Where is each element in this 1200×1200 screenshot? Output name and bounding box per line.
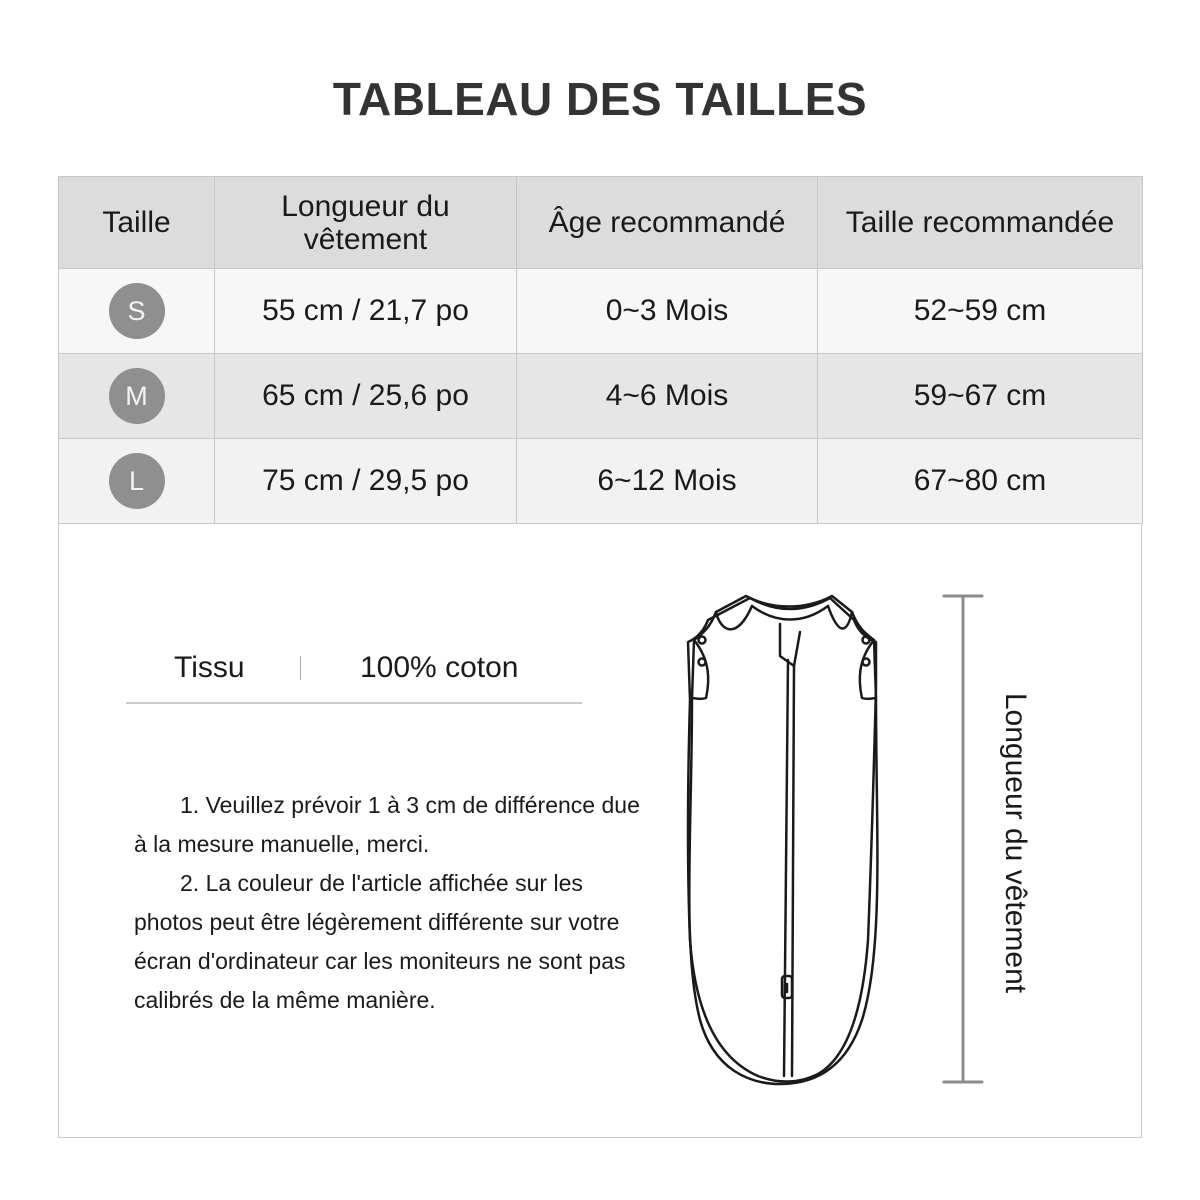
height-cell: 52~59 cm [818,269,1143,354]
page-title: TABLEAU DES TAILLES [332,73,868,125]
fabric-divider [300,656,301,680]
length-cell: 55 cm / 21,7 po [215,269,517,354]
header-age: Âge recommandé [517,177,818,269]
size-badge: M [109,368,165,424]
size-table [58,176,1143,524]
length-measure-icon [930,590,990,1090]
notes [134,786,654,1020]
height-cell: 59~67 cm [818,354,1143,439]
length-cell: 65 cm / 25,6 po [215,354,517,439]
size-cell [59,269,215,354]
garment-length-label: Longueur du vêtement [999,692,1032,994]
header-length-line1: Longueur du [281,189,450,223]
table-row [59,269,1143,354]
size-cell [59,354,215,439]
table-row [59,354,1143,439]
fabric-value: 100% coton [360,651,519,684]
note-2: 2. La couleur de l'article affichée sur les photos peut être légèrement différente sur votre écran d'ordinateur car les moniteurs ne sont pas calibrés de la même manière. [134,870,626,1013]
age-cell: 6~12 Mois [517,439,818,524]
table-header-row [59,177,1143,269]
age-cell: 0~3 Mois [517,269,818,354]
size-cell [59,439,215,524]
header-length [215,177,517,269]
header-height: Taille recommandée [818,177,1143,269]
header-size: Taille [59,177,215,269]
fabric-label: Tissu [174,651,245,684]
size-badge: L [109,453,165,509]
size-badge: S [109,283,165,339]
table-row [59,439,1143,524]
length-cell: 75 cm / 29,5 po [215,439,517,524]
age-cell: 4~6 Mois [517,354,818,439]
height-cell: 67~80 cm [818,439,1143,524]
note-1: 1. Veuillez prévoir 1 à 3 cm de différence due à la mesure manuelle, merci. [134,792,640,857]
header-length-line2: vêtement [303,222,428,256]
fabric-info [126,646,582,704]
